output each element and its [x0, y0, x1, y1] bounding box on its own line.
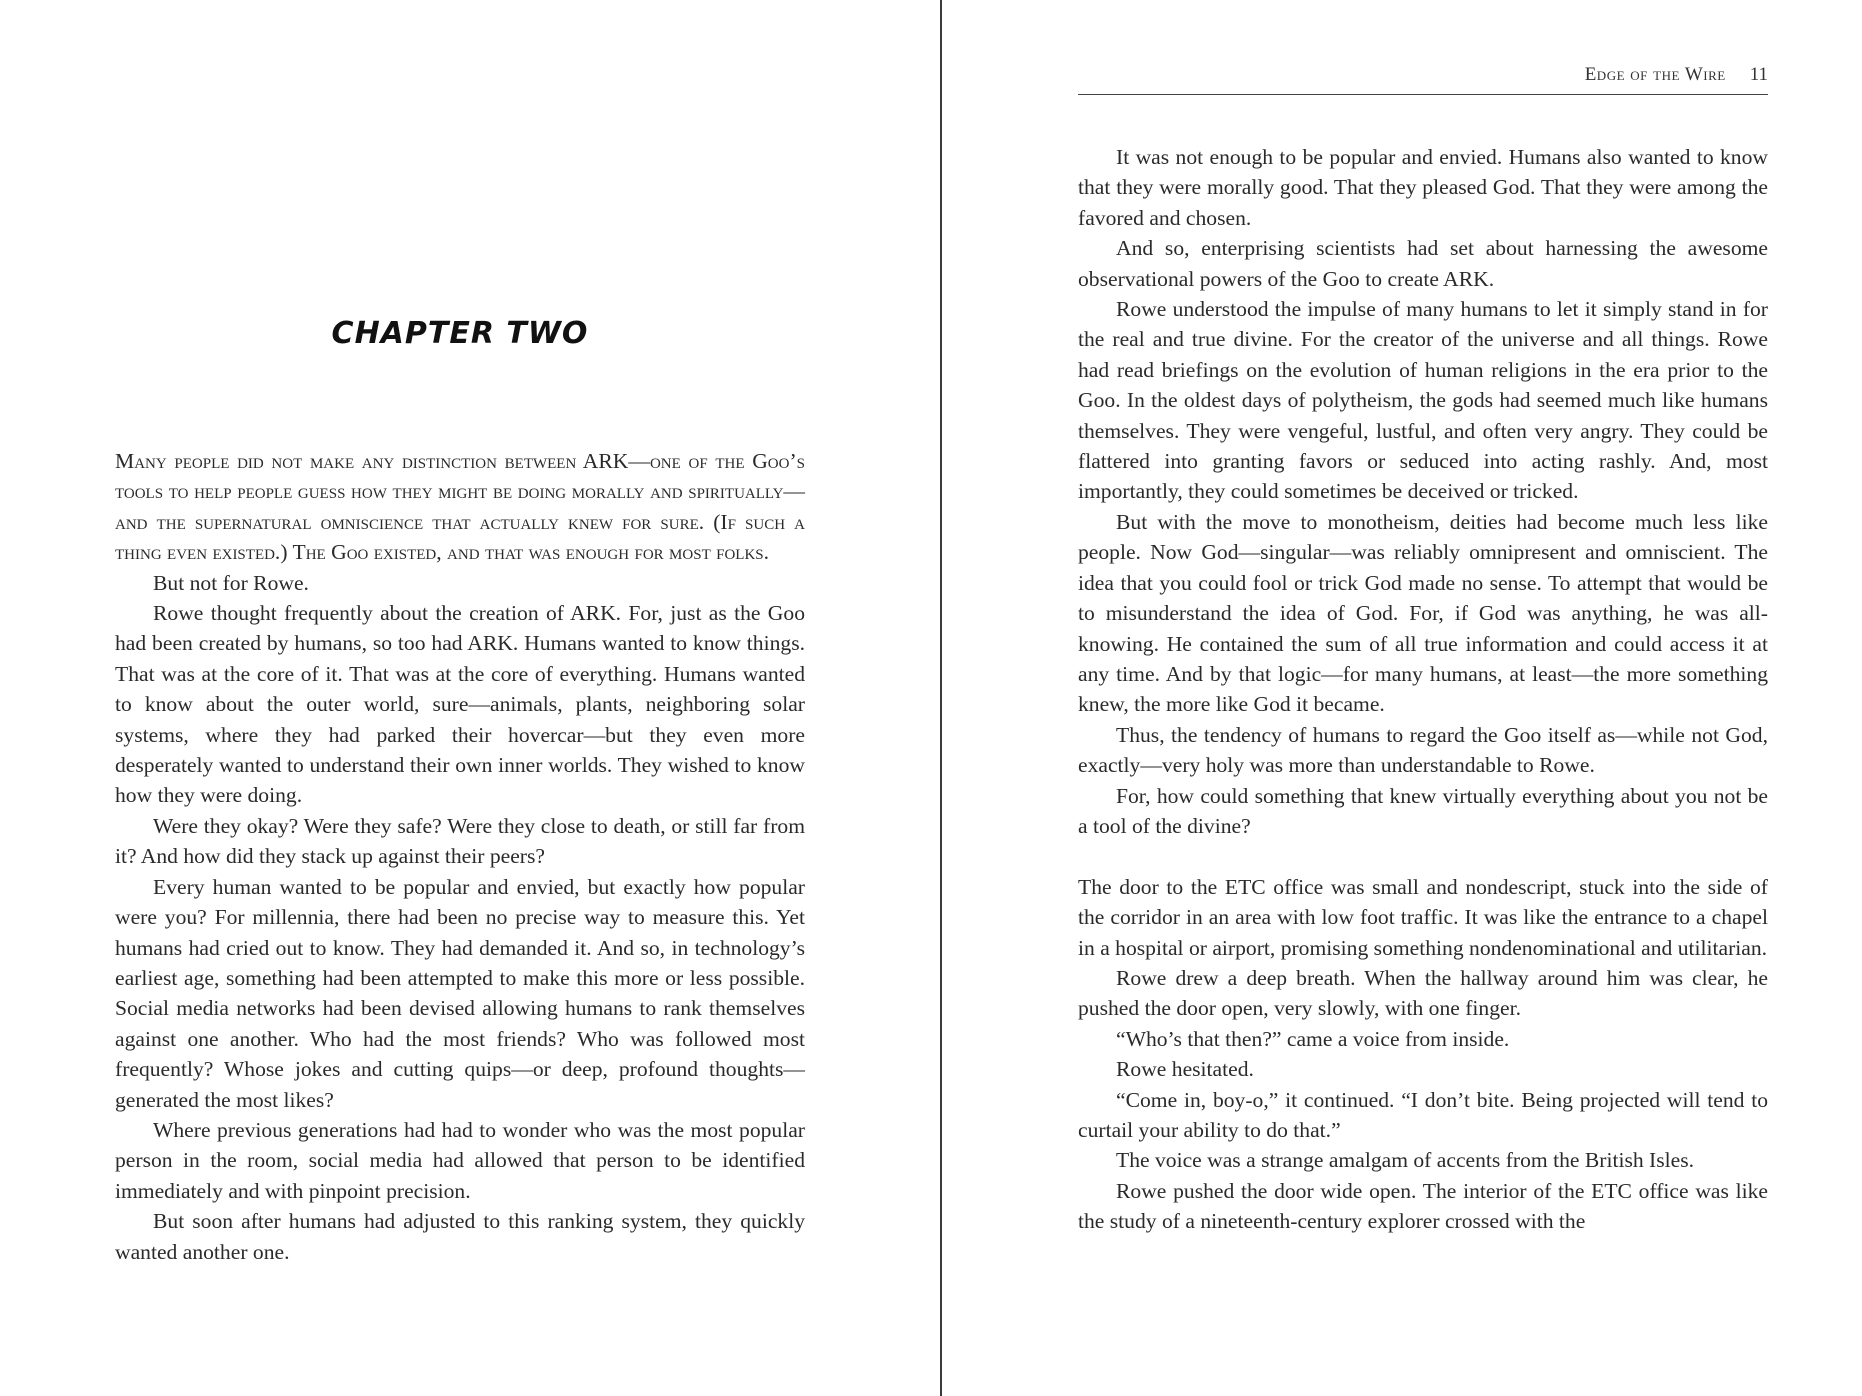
- paragraph: Many people did not make any distinction between ARK—one of the Goo’s tools to help people guess how they might be doing morally and spiritually—and the supernatural omniscience that actually knew for sure. (If such a thing even existed.) The Goo existed, and that was enough for most folks.: [115, 449, 805, 565]
- paragraph: But soon after humans had adjusted to this ranking system, they quickly wanted another one.: [115, 1209, 805, 1264]
- paragraph: It was not enough to be popular and envied. Humans also wanted to know that they were morally good. That they pleased God. That they were among the favored and chosen.: [1078, 145, 1768, 230]
- paragraph: Rowe understood the impulse of many humans to let it simply stand in for the real and true divine. For the creator of the universe and all things. Rowe had read briefings on the evolution of human religions in the era prior to the Goo. In the oldest days of polytheism, the gods had seemed much like humans themselves. They were vengeful, lustful, and often very angry. They could be flattered into granting favors or seduced into acting rashly. And, most importantly, they could sometimes be deceived or tricked.: [1078, 297, 1768, 504]
- left-page-body: [115, 446, 805, 1267]
- paragraph: For, how could something that knew virtually everything about you not be a tool of the divine?: [1078, 783, 1768, 838]
- paragraph: Rowe pushed the door wide open. The interior of the ETC office was like the study of a nineteenth-century explorer crossed with the: [1078, 1178, 1768, 1234]
- paragraph: And so, enterprising scientists had set about harnessing the awesome observational powers of the Goo to create ARK.: [1078, 236, 1768, 291]
- paragraph: But with the move to monotheism, deities had become much less like people. Now God—singular—was reliably omnipresent and omniscient. The idea that you could fool or trick God made no sense. To attempt that would be to misunderstand the idea of God. For, if God was anything, he was all-knowing. He contained the sum of all true information and could access it at any time. And by that logic—for many humans, at least—the more something knew, the more like God it became.: [1078, 509, 1768, 717]
- paragraph: The door to the ETC office was small and nondescript, stuck into the side of the corridor in an area with low foot traffic. It was like the entrance to a chapel in a hospital or airport, promising something nondenominational and utilitarian.: [1078, 874, 1768, 960]
- paragraph: Were they okay? Were they safe? Were they close to death, or still far from it? And how did they stack up against their peers?: [115, 813, 805, 869]
- right-page-body: [1078, 142, 1768, 1237]
- right-page: [942, 0, 1862, 1396]
- running-head-title: Edge of the Wire: [1584, 64, 1726, 85]
- paragraph: “Come in, boy-o,” it continued. “I don’t bite. Being projected will tend to curtail your ability to do that.”: [1078, 1087, 1768, 1142]
- paragraph: Where previous generations had had to wonder who was the most popular person in the room, social media had allowed that person to be identified immediately and with pinpoint precision.: [115, 1117, 805, 1203]
- paragraph: But not for Rowe.: [153, 570, 309, 595]
- paragraph: Every human wanted to be popular and envied, but exactly how popular were you? For millennia, there had been no precise way to measure this. Yet humans had cried out to know. They had demanded it. And so, in technology’s earliest age, something had been attempted to make this more or less possible. Social media networks had been devised allowing humans to rank themselves against one another. Who had the most friends? Who was followed most frequently? Whose jokes and cutting quips—or deep, profound thoughts—generated the most likes?: [115, 874, 805, 1112]
- chapter-title: CHAPTER TWO: [331, 316, 589, 351]
- paragraph: Thus, the tendency of humans to regard the Goo itself as—while not God, exactly—very holy was more than understandable to Rowe.: [1078, 722, 1768, 778]
- running-head: [1078, 64, 1768, 95]
- page-number: 11: [1749, 64, 1768, 85]
- paragraph: The voice was a strange amalgam of accents from the British Isles.: [1116, 1148, 1695, 1173]
- section-break: [1078, 841, 1768, 871]
- paragraph: “Who’s that then?” came a voice from inside.: [1116, 1026, 1510, 1051]
- paragraph: Rowe drew a deep breath. When the hallway around him was clear, he pushed the door open, very slowly, with one finger.: [1078, 965, 1768, 1021]
- paragraph: Rowe thought frequently about the creation of ARK. For, just as the Goo had been created by humans, so too had ARK. Humans wanted to know things. That was at the core of it. That was at the core of everything. Humans wanted to know about the outer world, sure—animals, plants, neighboring solar systems, where they had parked their hovercar—but they even more desperately wanted to understand their own inner worlds. They wished to know how they were doing.: [115, 601, 805, 808]
- paragraph: Rowe hesitated.: [1116, 1057, 1254, 1082]
